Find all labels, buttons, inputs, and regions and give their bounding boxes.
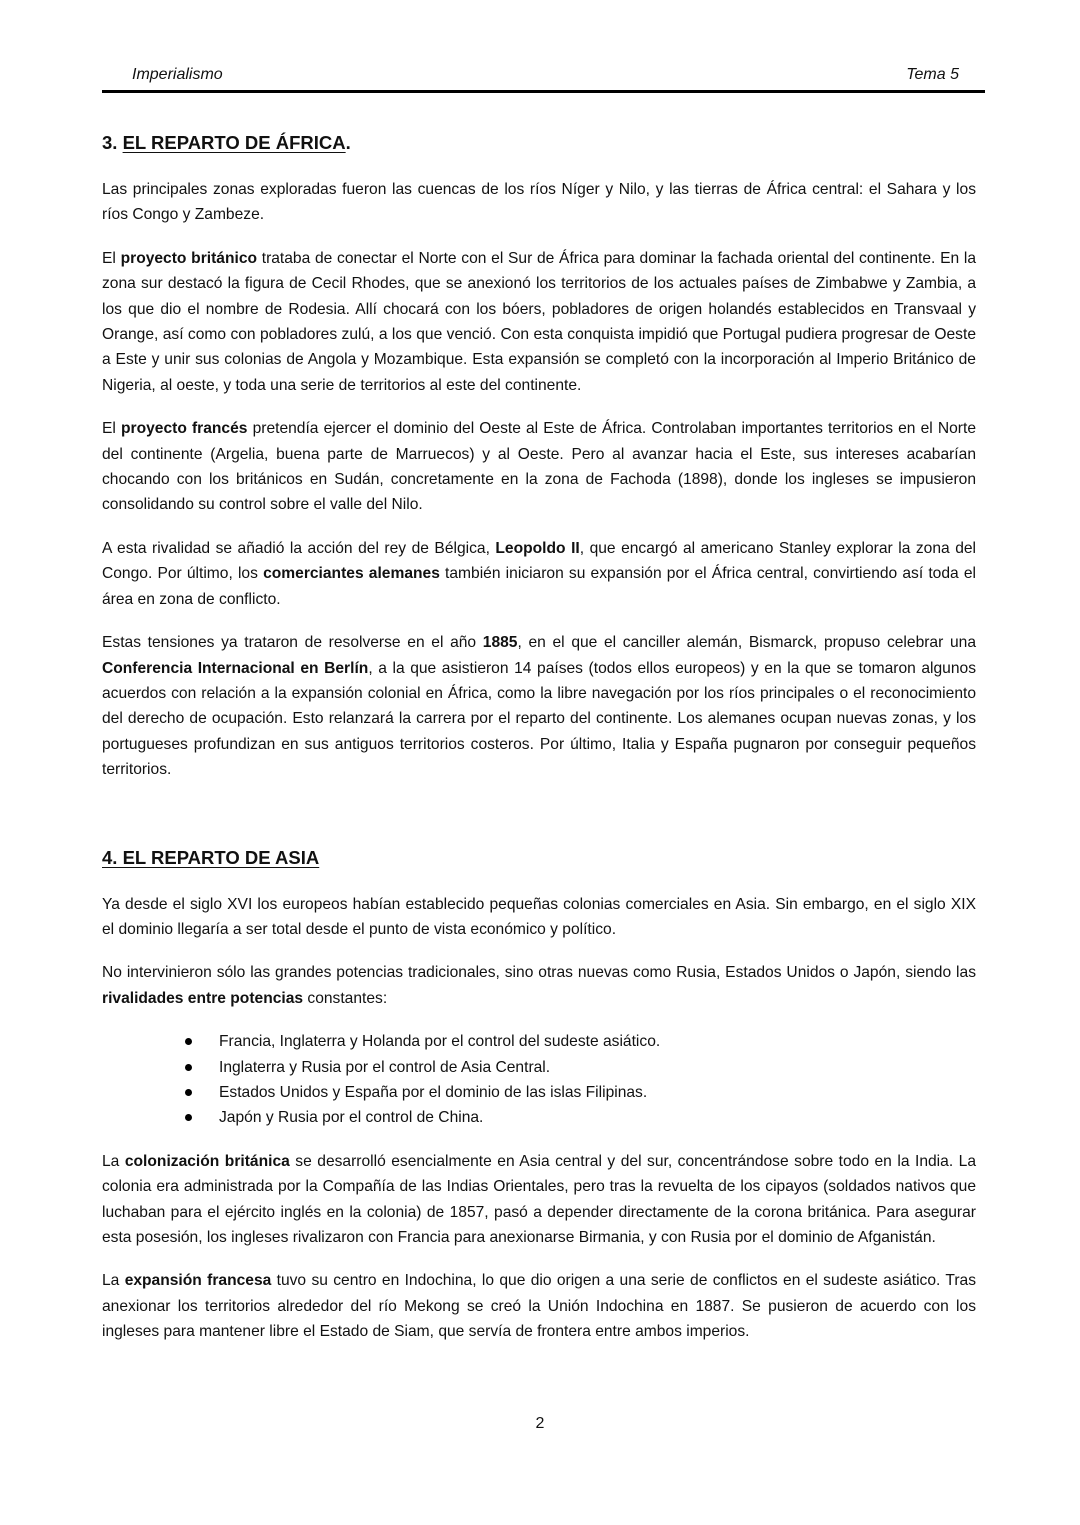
bullet-icon <box>185 1089 192 1096</box>
bold-term: comerciantes alemanes <box>263 565 440 583</box>
section-4-paragraph-1: Ya desde el siglo XVI los europeos habían establecido pequeñas colonias comerciales en Asia. Sin embargo, en el siglo XIX el dominio llegaría a ser total desde el punto de vista económico y político. <box>102 895 976 938</box>
page-header <box>102 64 985 93</box>
bold-term: proyecto francés <box>121 420 248 438</box>
bold-term: 1885 <box>482 634 518 652</box>
bold-term: proyecto británico <box>120 249 258 267</box>
bold-term: colonización británica <box>124 1152 290 1170</box>
section-4-heading <box>102 843 976 873</box>
bold-term: expansión francesa <box>124 1272 272 1290</box>
section-3-heading <box>102 128 976 158</box>
section-4-title: 4. EL REPARTO DE ASIA <box>102 846 320 868</box>
section-4-paragraph-4: La expansión francesa tuvo su centro en Indochina, lo que dio origen a una serie de conflictos en el sudeste asiático. Tras anexionar los territorios alrededor del río Mekong se creó la Unión Indochina en 1887. Se pusieron de acuerdo con los ingleses para mantener libre el Estado de Siam, que servía de frontera entre ambos imperios. <box>102 1272 976 1341</box>
bullet-icon <box>185 1038 192 1045</box>
section-3-paragraph-1: Las principales zonas exploradas fueron las cuencas de los ríos Níger y Nilo, y las tierras de África central: el Sahara y los ríos Congo y Zambeze. <box>102 181 976 224</box>
section-3-title: EL REPARTO DE ÁFRICA <box>122 132 346 153</box>
bullet-icon <box>185 1064 192 1071</box>
section-3-paragraph-3: El proyecto francés pretendía ejercer el dominio del Oeste al Este de África. Controlaban importantes territorios en el Norte del continente (Argelia, buena parte de Marruecos) y al Oeste. Pero al avanzar hacia el Este, sus intereses acabarían chocando con los británicos en Sudán, concretamente en la zona de Fachoda (1898), donde los ingleses se impusieron consolidando su control sobre el valle del Nilo. <box>102 420 976 514</box>
bold-term: Leopoldo II <box>495 539 580 557</box>
section-3-number: 3. <box>102 132 123 153</box>
page-content <box>102 128 976 1345</box>
list-item: Estados Unidos y España por el dominio de las islas Filipinas. <box>102 1080 976 1105</box>
header-topic: Tema 5 <box>906 66 959 83</box>
page-number: 2 <box>535 1415 545 1432</box>
rivalries-list <box>102 1029 976 1131</box>
list-item: Inglaterra y Rusia por el control de Asia Central. <box>102 1055 976 1080</box>
bold-term: Conferencia Internacional en Berlín <box>102 659 369 677</box>
bullet-icon <box>185 1114 192 1121</box>
section-4-paragraph-2: No intervinieron sólo las grandes potencias tradicionales, sino otras nuevas como Rusia, Estados Unidos o Japón, siendo las rivalidades entre potencias constantes: <box>102 964 976 1007</box>
list-item: Japón y Rusia por el control de China. <box>102 1105 976 1130</box>
section-3-paragraph-5: Estas tensiones ya trataron de resolverse en el año 1885, en el que el canciller alemán, Bismarck, propuso celebrar una Conferencia Internacional en Berlín, a la que asistieron 14 países (todos ellos europeos) y en la que se tomaron algunos acuerdos con relación a la expansión colonial en África, como la libre navegación por los ríos principales o el reconocimiento del derecho de ocupación. Esto relanzará la carrera por el reparto del continente. Los alemanes ocupan nuevas zonas, y los portugueses profundizan en sus antiguos territorios costeros. Por último, Italia y España pugnaron por conseguir pequeños territorios. <box>102 634 977 779</box>
section-4-paragraph-3: La colonización británica se desarrolló esencialmente en Asia central y del sur, concentrándose sobre todo en la India. La colonia era administrada por la Compañía de las Indias Orientales, pero tras la revuelta de los cipayos (soldados nativos que luchaban para el ejército inglés en la colonia) de 1857, pasó a depender directamente de la corona británica. Para asegurar esta posesión, los ingleses rivalizaron con Francia para anexionarse Birmania, y con Rusia por el dominio de Afganistán. <box>102 1152 976 1246</box>
bold-term: rivalidades entre potencias <box>102 989 304 1007</box>
section-3-paragraph-2: El proyecto británico trataba de conectar el Norte con el Sur de África para dominar la fachada oriental del continente. En la zona sur destacó la figura de Cecil Rhodes, que se anexionó los territorios de los actuales países de Zimbabwe y Zambia, a los que dio el nombre de Rodesia. Allí chocará con los bóers, pobladores de origen holandés establecidos en Transvaal y Orange, así como con pobladores zulú, a los que venció. Con esta conquista impidió que Portugal pudiera progresar de Oeste a Este y unir sus colonias de Angola y Mozambique. Esta expansión se completó con la incorporación al Imperio Británico de Nigeria, al oeste, y toda una serie de territorios al este del continente. <box>102 249 976 394</box>
header-title: Imperialismo <box>132 66 223 83</box>
section-3-trail: . <box>345 132 351 153</box>
list-item: Francia, Inglaterra y Holanda por el control del sudeste asiático. <box>102 1029 976 1054</box>
section-3-paragraph-4: A esta rivalidad se añadió la acción del rey de Bélgica, Leopoldo II, que encargó al americano Stanley explorar la zona del Congo. Por último, los comerciantes alemanes también iniciaron su expansión por el África central, convirtiendo así toda el área en zona de conflicto. <box>102 539 977 608</box>
